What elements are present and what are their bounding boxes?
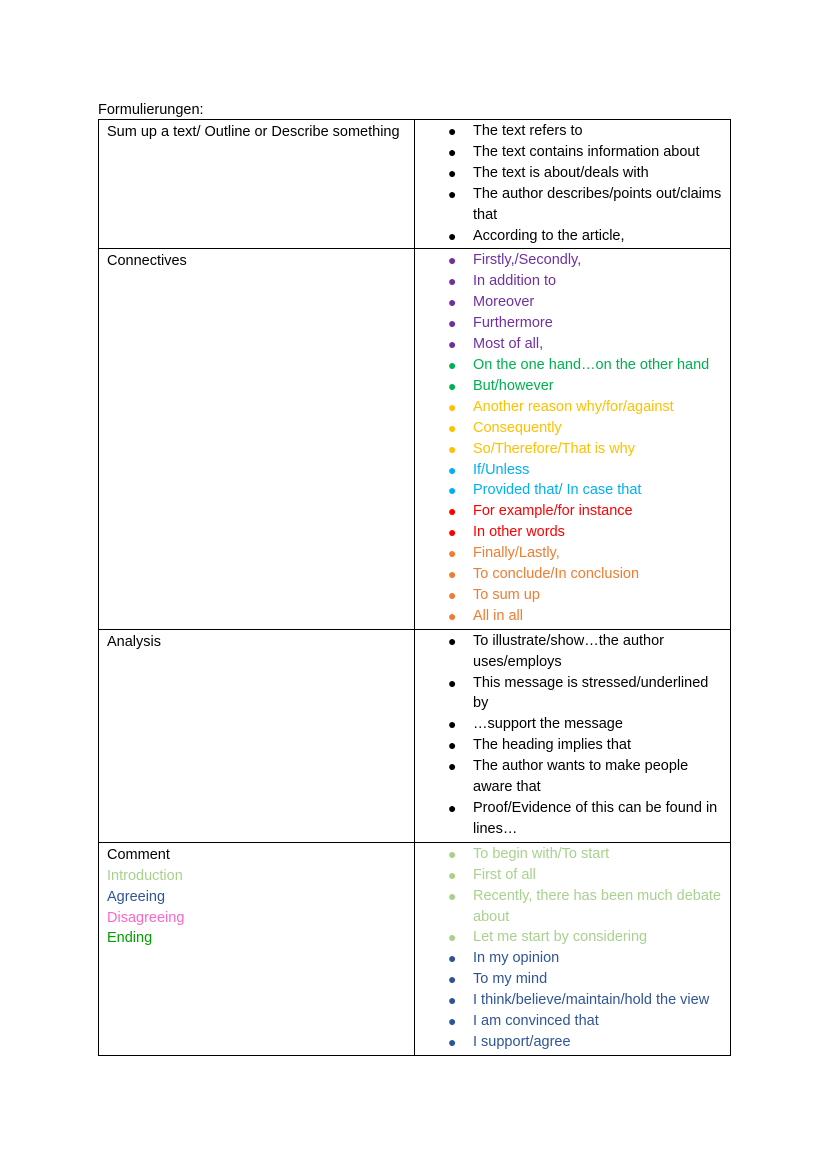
list-item bbox=[415, 271, 724, 292]
phrase-text: The author wants to make people aware that bbox=[473, 758, 689, 796]
list-item bbox=[415, 121, 724, 142]
phrase-text: …support the message bbox=[473, 716, 623, 733]
phrase-text: To conclude/In conclusion bbox=[473, 566, 640, 583]
phrase-text: I think/believe/maintain/hold the view bbox=[473, 992, 710, 1009]
list-item bbox=[415, 714, 724, 735]
bullet-icon: ● bbox=[448, 992, 457, 1009]
list-item bbox=[415, 501, 724, 522]
phrase-text: To sum up bbox=[473, 586, 540, 603]
row-label: Comment bbox=[107, 846, 170, 863]
bullet-icon: ● bbox=[448, 950, 457, 967]
list-item bbox=[415, 585, 724, 606]
row-label: Agreeing bbox=[107, 888, 166, 905]
list-item bbox=[415, 460, 724, 481]
list-item bbox=[415, 948, 724, 969]
bullet-icon: ● bbox=[448, 185, 457, 202]
list-item bbox=[415, 606, 724, 627]
phrase-list bbox=[415, 121, 724, 246]
row-label: Sum up a text/ Outline or Describe something bbox=[107, 124, 400, 140]
phrase-text: Provided that/ In case that bbox=[473, 482, 642, 499]
list-item bbox=[415, 865, 724, 886]
list-item bbox=[415, 250, 724, 271]
bullet-icon: ● bbox=[448, 419, 457, 436]
row-phrases-cell bbox=[415, 249, 731, 629]
list-item bbox=[415, 334, 724, 355]
phrase-text: In my opinion bbox=[473, 950, 560, 967]
bullet-icon: ● bbox=[448, 123, 457, 139]
phrase-text: Most of all, bbox=[473, 336, 544, 353]
list-item bbox=[415, 355, 724, 376]
bullet-icon: ● bbox=[448, 586, 457, 603]
list-item bbox=[415, 226, 724, 247]
phrase-text: Furthermore bbox=[473, 315, 553, 332]
list-item bbox=[415, 313, 724, 334]
table-body bbox=[99, 120, 731, 1056]
phrase-text: According to the article, bbox=[473, 227, 625, 244]
list-item bbox=[415, 184, 724, 226]
phrase-list bbox=[415, 631, 724, 840]
list-item bbox=[415, 564, 724, 585]
bullet-icon: ● bbox=[448, 482, 457, 499]
phrase-text: So/Therefore/That is why bbox=[473, 440, 635, 457]
list-item bbox=[415, 292, 724, 313]
phrase-text: To begin with/To start bbox=[473, 845, 610, 862]
bullet-icon: ● bbox=[448, 356, 457, 373]
table-row bbox=[99, 120, 731, 249]
list-item bbox=[415, 1011, 724, 1032]
bullet-icon: ● bbox=[448, 545, 457, 562]
row-label: Analysis bbox=[107, 633, 161, 650]
bullet-icon: ● bbox=[448, 315, 457, 332]
list-item bbox=[415, 376, 724, 397]
phrase-text: Proof/Evidence of this can be found in lines… bbox=[473, 800, 718, 837]
list-item bbox=[415, 673, 724, 715]
bullet-icon: ● bbox=[448, 377, 457, 394]
row-phrases-cell bbox=[415, 842, 731, 1055]
row-label-cell bbox=[99, 629, 415, 842]
bullet-icon: ● bbox=[448, 440, 457, 457]
list-item bbox=[415, 927, 724, 948]
phrases-table bbox=[98, 119, 731, 1056]
bullet-icon: ● bbox=[448, 252, 457, 269]
bullet-icon: ● bbox=[448, 607, 457, 624]
bullet-icon: ● bbox=[448, 524, 457, 541]
row-label-cell bbox=[99, 120, 415, 249]
bullet-icon: ● bbox=[448, 737, 457, 754]
phrase-text: If/Unless bbox=[473, 461, 530, 478]
phrase-text: All in all bbox=[473, 607, 523, 624]
bullet-icon: ● bbox=[448, 1033, 457, 1050]
row-label: Introduction bbox=[107, 867, 183, 884]
bullet-icon: ● bbox=[448, 273, 457, 290]
phrase-text: In other words bbox=[473, 524, 565, 541]
bullet-icon: ● bbox=[448, 461, 457, 478]
phrase-list bbox=[415, 250, 724, 626]
phrase-text: Firstly,/Secondly, bbox=[473, 252, 582, 269]
list-item bbox=[415, 969, 724, 990]
phrase-text: Let me start by considering bbox=[473, 929, 648, 946]
phrase-text: The text contains information about bbox=[473, 143, 700, 160]
table-row bbox=[99, 629, 731, 842]
document-heading: Formulierungen: bbox=[98, 102, 204, 118]
phrase-text: Another reason why/for/against bbox=[473, 398, 674, 415]
bullet-icon: ● bbox=[448, 503, 457, 520]
phrase-text: But/however bbox=[473, 377, 554, 394]
list-item bbox=[415, 844, 724, 865]
phrase-text: Moreover bbox=[473, 294, 535, 311]
phrase-text: I am convinced that bbox=[473, 1013, 599, 1030]
phrase-text: The text is about/deals with bbox=[473, 164, 649, 181]
bullet-icon: ● bbox=[448, 227, 457, 244]
row-label: Ending bbox=[107, 930, 153, 947]
bullet-icon: ● bbox=[448, 929, 457, 946]
list-item bbox=[415, 756, 724, 798]
list-item bbox=[415, 543, 724, 564]
bullet-icon: ● bbox=[448, 632, 457, 649]
bullet-icon: ● bbox=[448, 566, 457, 583]
phrase-text: To my mind bbox=[473, 971, 548, 988]
list-item bbox=[415, 142, 724, 163]
phrase-text: This message is stressed/underlined by bbox=[473, 674, 709, 712]
list-item bbox=[415, 397, 724, 418]
row-phrases-cell bbox=[415, 629, 731, 842]
phrase-text: Recently, there has been much debate about bbox=[473, 887, 722, 925]
list-item bbox=[415, 886, 724, 928]
bullet-icon: ● bbox=[448, 336, 457, 353]
list-item bbox=[415, 418, 724, 439]
table-row bbox=[99, 249, 731, 629]
bullet-icon: ● bbox=[448, 887, 457, 904]
phrase-text: The heading implies that bbox=[473, 737, 631, 754]
bullet-icon: ● bbox=[448, 294, 457, 311]
phrase-text: First of all bbox=[473, 866, 536, 883]
list-item bbox=[415, 1032, 724, 1053]
bullet-icon: ● bbox=[448, 866, 457, 883]
table-row bbox=[99, 842, 731, 1055]
bullet-icon: ● bbox=[448, 758, 457, 775]
phrase-text: The text refers to bbox=[473, 123, 583, 139]
phrase-text: In addition to bbox=[473, 273, 557, 290]
bullet-icon: ● bbox=[448, 1013, 457, 1030]
list-item bbox=[415, 522, 724, 543]
bullet-icon: ● bbox=[448, 716, 457, 733]
row-label-cell bbox=[99, 249, 415, 629]
phrase-text: For example/for instance bbox=[473, 503, 633, 520]
list-item bbox=[415, 990, 724, 1011]
row-label: Connectives bbox=[107, 253, 187, 270]
bullet-icon: ● bbox=[448, 398, 457, 415]
phrase-text: The author describes/points out/claims that bbox=[473, 185, 722, 223]
list-item bbox=[415, 439, 724, 460]
phrase-list bbox=[415, 844, 724, 1053]
phrase-text: I support/agree bbox=[473, 1033, 571, 1050]
list-item bbox=[415, 163, 724, 184]
phrase-text: Consequently bbox=[473, 419, 562, 436]
list-item bbox=[415, 480, 724, 501]
phrase-text: To illustrate/show…the author uses/employs bbox=[473, 632, 665, 670]
bullet-icon: ● bbox=[448, 164, 457, 181]
phrase-text: Finally/Lastly, bbox=[473, 545, 560, 562]
bullet-icon: ● bbox=[448, 674, 457, 691]
list-item bbox=[415, 735, 724, 756]
bullet-icon: ● bbox=[448, 971, 457, 988]
list-item bbox=[415, 798, 724, 840]
list-item bbox=[415, 631, 724, 673]
bullet-icon: ● bbox=[448, 845, 457, 862]
row-phrases-cell bbox=[415, 120, 731, 249]
row-label: Disagreeing bbox=[107, 909, 185, 926]
row-label-cell bbox=[99, 842, 415, 1055]
bullet-icon: ● bbox=[448, 143, 457, 160]
phrase-text: On the one hand…on the other hand bbox=[473, 356, 710, 373]
bullet-icon: ● bbox=[448, 800, 457, 816]
